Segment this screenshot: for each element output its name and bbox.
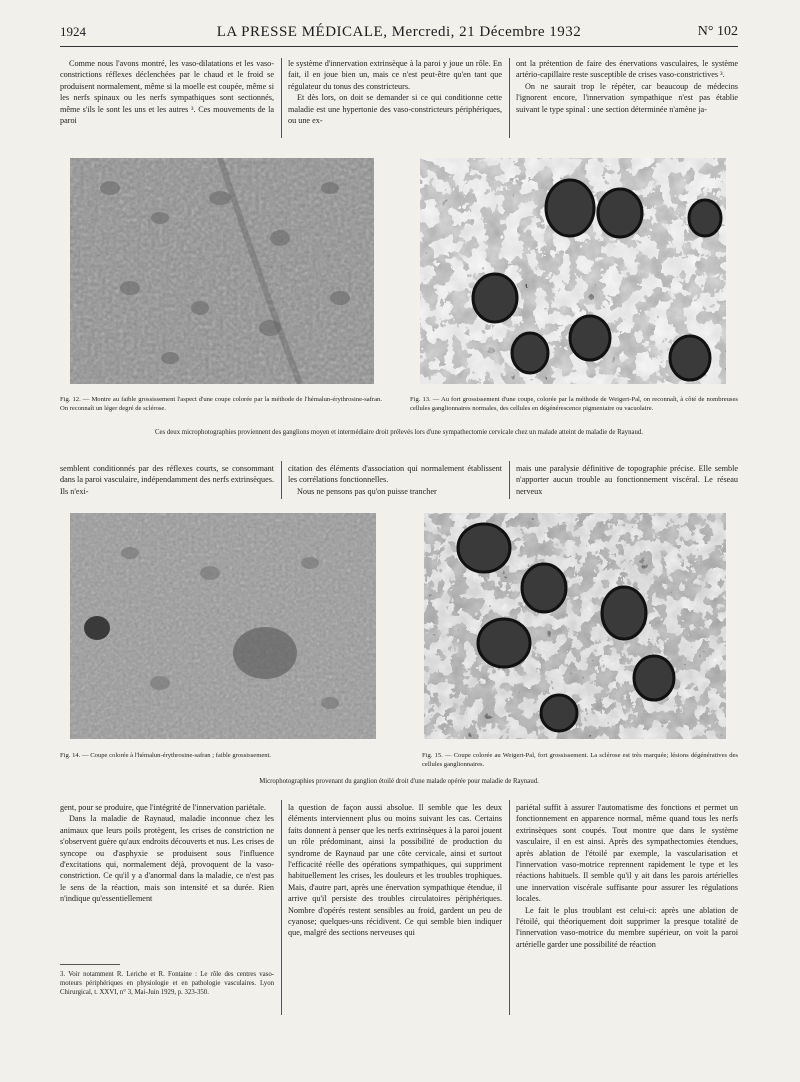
figure-12-caption: Fig. 12. — Montre au faible grossissement l'aspect d'une coupe colorée par la méthode de l'hémalun-érythrosine-safran. On reconnaît un léger degré de sclérose. <box>60 396 382 412</box>
paragraph: Dans la maladie de Raynaud, maladie inconnue chez les animaux que leurs poils protègent, les crises de constriction ne s'observent guère qu'aux endroits découverts et nus. Les crises de syncope ou d'asphyxie se produisent sous l'influence d'excitations qui, normalement déjà, provoquent de la vaso-constriction. Ce qu'il y a d'anormal dans la maladie, ce n'est pas le sens de la réaction, mais son intensité et sa durée. Rien n'indique qu'essentiellement <box>60 814 274 904</box>
paragraph: Nous ne pensons pas qu'on puisse trancher <box>297 486 437 496</box>
figure-14-micrograph <box>70 513 376 739</box>
paragraph: la question de façon aussi absolue. Il semble que les deux éléments interviennent plus ou moins suivant les cas. Certains faits donnent à penser que les nerfs extrinsèques à la paroi jouent un rôle prédominant, ainsi la possibilité de production du syndrome de Raynaud par une côte cervicale, ainsi et surtout l'efficacité réelle des opérations sympathiques, qui suppriment habituellement les crises, les douleurs et les troubles trophiques. Mais, d'autre part, après une énervation sympathique étendue, il arrive qu'il persiste des troubles circulatoires périphériques. Nombre d'opérés restent sensibles au froid, gardent un peu de cyanose; quelques-uns récidivent. Ce qui semble bien indiquer que, malgré des sections nerveuses qui <box>288 803 502 938</box>
middle-column-1 <box>60 463 274 497</box>
footnote-rule <box>60 964 120 965</box>
middle-column-2 <box>288 463 502 497</box>
running-header <box>60 24 738 44</box>
figure-12-micrograph <box>70 158 374 384</box>
bottom-figures-shared-caption: Microphotographies provenant du ganglion étoilé droit d'une malade opérée pour maladie de Raynaud. <box>259 778 539 785</box>
column-rule <box>509 58 510 138</box>
bottom-column-3 <box>516 802 738 950</box>
figure-15-caption: Fig. 15. — Coupe colorée au Weigert-Pal, fort grossissement. La sclérose est très marquée; lésions dégénératives des cellules ganglionnaires. <box>422 752 738 768</box>
figure-15-micrograph <box>424 513 726 739</box>
paragraph: Le fait le plus troublant est celui-ci: après une ablation de l'étoilé, qui théoriquement doit supprimer la presque totalité de l'innervation vaso-motrice du membre supérieur, on voit la paroi artérielle garder une possibilité de réaction <box>516 905 738 949</box>
issue-number: N° 102 <box>697 24 738 39</box>
bottom-column-2 <box>288 802 502 939</box>
column-rule <box>281 58 282 138</box>
page-number: 1924 <box>60 24 86 39</box>
figure-13-caption: Fig. 13. — Au fort grossissement d'une coupe, colorée par la méthode de Weigert-Pal, on reconnaît, à côté de nombreuses cellules ganglionnaires normales, des cellules en dégénérescence pigmentaire ou vacuolaire. <box>410 396 738 412</box>
paragraph: pariétal suffit à assurer l'automatisme des fonctions et permet un fonctionnement en apparence normal, même quand tous les nerfs extrinsèques sont coupés. Tout montre que dans le système vasculaire, il en est ainsi. Après des sympathectomies étendues, après ablation de l'étoilé par exemple, la vascularisation et l'innervation vaso-motrice reprennent rapidement le type et les réactions habituels. Il semble qu'il y ait dans les parois artérielles une innervation viscérale suffisante pour assurer les régulations locales. <box>516 803 738 904</box>
column-rule <box>509 461 510 499</box>
paragraph: ont la prétention de faire des énervations vasculaires, le système artério-capillaire reste susceptible de crises vaso-constrictives ³. <box>516 59 738 80</box>
paragraph: semblent conditionnés par des réflexes courts, se consommant dans la paroi vasculaire, indépendamment des nerfs extrinsèques. Ils n'exi- <box>60 464 274 496</box>
column-rule <box>281 800 282 1015</box>
figure-13-micrograph <box>420 158 726 384</box>
paragraph: citation des éléments d'association qui normalement établissent les corrélations fonctionnelles. <box>288 464 502 485</box>
journal-title: LA PRESSE MÉDICALE, Mercredi, 21 Décembre 1932 <box>216 24 582 40</box>
top-column-2 <box>288 58 502 126</box>
column-rule <box>509 800 510 1015</box>
column-rule <box>281 461 282 499</box>
top-column-3 <box>516 58 738 115</box>
top-figures-shared-caption: Ces deux microphotographies proviennent des ganglions moyen et intermédiaire droit prélevés lors d'une sympathectomie cervicale chez un malade atteint de maladie de Raynaud. <box>155 429 643 436</box>
middle-column-3 <box>516 463 738 497</box>
paragraph: Et dès lors, on doit se demander si ce qui conditionne cette maladie est une hypertonie des vaso-constricteurs périphériques, ou une ex- <box>288 93 502 126</box>
figure-14-caption: Fig. 14. — Coupe colorée à l'hémalun-érythrosine-safran ; faible grossissement. <box>60 752 272 759</box>
paragraph: gent, pour se produire, que l'intégrité de l'innervation pariétale. <box>60 803 266 812</box>
paragraph: On ne saurait trop le répéter, car beaucoup de médecins l'ignorent encore, l'innervation sympathique n'est pas établie suivant le type spinal : une section déterminée n'amène ja- <box>516 81 738 114</box>
paragraph: Comme nous l'avons montré, les vaso-dilatations et les vaso-constrictions réflexes déclenchées par le chaud et le froid se produisent normalement, même si la moelle est coupée, même si les nerfs spinaux ou les nerfs sympathiques sont sectionnés, même s'ils le sont les uns et les autres ³. Ces mouvements de la paroi <box>60 59 274 126</box>
paragraph: le système d'innervation extrinsèque à la paroi y joue un rôle. En fait, il en joue bien un, mais ce n'est peut-être qu'en tant que régulateur du tonus des constricteurs. <box>288 59 502 91</box>
paragraph: mais une paralysie définitive de topographie précise. Elle semble n'apporter aucun trouble au fonctionnement viscéral. Le réseau nerveux <box>516 464 738 496</box>
top-column-1 <box>60 58 274 126</box>
footnote-3: 3. Voir notamment R. Leriche et R. Fontaine : Le rôle des centres vaso-moteurs périphériques en physiologie et en pathologie vasculaires. Lyon Chirurgical, t. XXVI, n° 3, Mai-Juin 1929, p. 323-350. <box>60 971 274 996</box>
bottom-column-1 <box>60 802 274 905</box>
header-rule <box>60 46 738 47</box>
